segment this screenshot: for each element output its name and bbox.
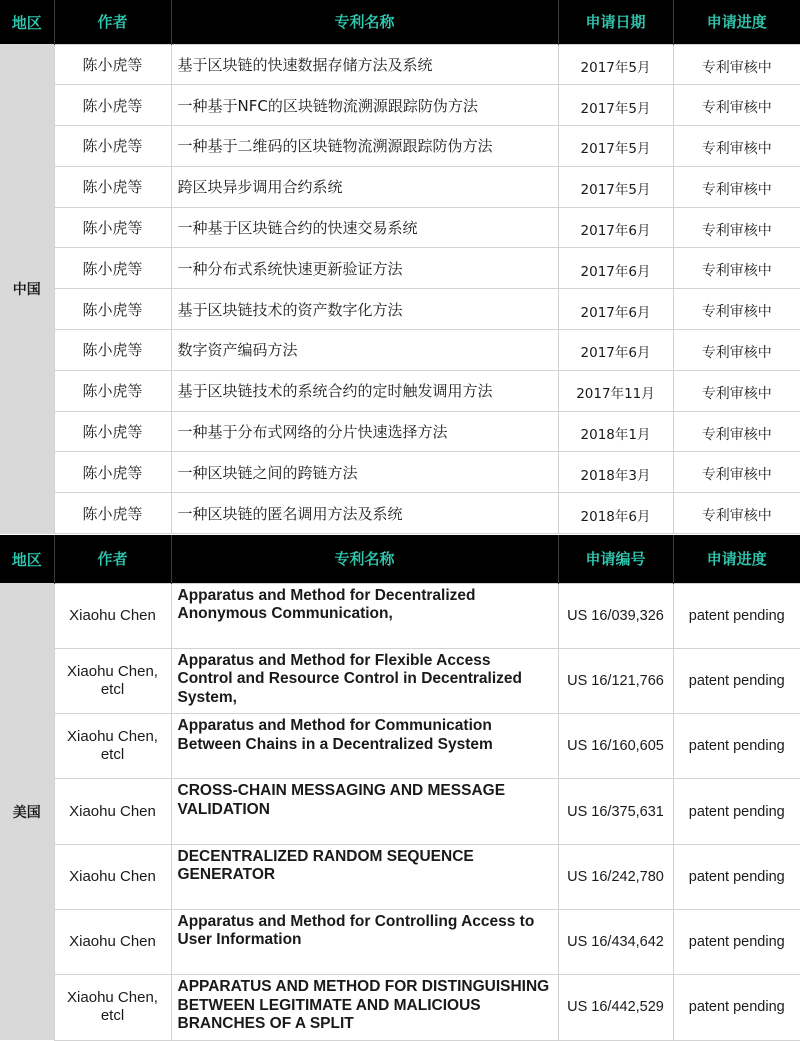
table-row	[0, 166, 800, 207]
status-cell: patent pending	[673, 779, 800, 844]
application-number-cell: US 16/121,766	[558, 648, 673, 713]
status-cell: 专利审核中	[673, 330, 800, 371]
patent-title-cell: Apparatus and Method for Communication Between Chains in a Decentralized System	[171, 714, 558, 779]
author-cell: 陈小虎等	[54, 85, 171, 126]
filing-date-cell: 2018年1月	[558, 411, 673, 452]
table-row	[0, 248, 800, 289]
filing-date-cell: 2017年5月	[558, 126, 673, 167]
patent-title-cell: 基于区块链技术的资产数字化方法	[171, 289, 558, 330]
table-row	[0, 909, 800, 974]
patent-title-cell: 数字资产编码方法	[171, 330, 558, 371]
author-cell: 陈小虎等	[54, 370, 171, 411]
patent-title-cell: CROSS-CHAIN MESSAGING AND MESSAGE VALIDATION	[171, 779, 558, 844]
patent-title-cell: Apparatus and Method for Flexible Access Control and Resource Control in Decentralized System,	[171, 648, 558, 713]
author-cell: 陈小虎等	[54, 330, 171, 371]
status-cell: 专利审核中	[673, 411, 800, 452]
patent-title-cell: 一种基于区块链合约的快速交易系统	[171, 207, 558, 248]
author-cell: 陈小虎等	[54, 207, 171, 248]
header-patent-name: 专利名称	[171, 0, 558, 44]
header-patent-name: 专利名称	[171, 535, 558, 583]
author-cell: 陈小虎等	[54, 452, 171, 493]
patent-title-cell: 基于区块链的快速数据存储方法及系统	[171, 44, 558, 85]
application-number-cell: US 16/434,642	[558, 909, 673, 974]
author-cell: 陈小虎等	[54, 44, 171, 85]
table-row	[0, 493, 800, 534]
author-cell: 陈小虎等	[54, 493, 171, 534]
application-number-cell: US 16/039,326	[558, 583, 673, 648]
header-application-number: 申请编号	[558, 535, 673, 583]
application-number-cell: US 16/442,529	[558, 975, 673, 1040]
status-cell: 专利审核中	[673, 452, 800, 493]
patent-title-cell: 一种分布式系统快速更新验证方法	[171, 248, 558, 289]
table-row	[0, 714, 800, 779]
table-row	[0, 452, 800, 493]
patent-title-cell: 一种基于NFC的区块链物流溯源跟踪防伪方法	[171, 85, 558, 126]
author-cell: Xiaohu Chen	[54, 583, 171, 648]
author-cell: Xiaohu Chen, etcl	[54, 648, 171, 713]
patent-title-cell: 一种基于二维码的区块链物流溯源跟踪防伪方法	[171, 126, 558, 167]
author-cell: 陈小虎等	[54, 126, 171, 167]
author-cell: 陈小虎等	[54, 166, 171, 207]
table-row	[0, 370, 800, 411]
table-row	[0, 583, 800, 648]
author-cell: 陈小虎等	[54, 248, 171, 289]
author-cell: 陈小虎等	[54, 289, 171, 330]
table-row	[0, 330, 800, 371]
header-progress: 申请进度	[673, 535, 800, 583]
filing-date-cell: 2017年11月	[558, 370, 673, 411]
status-cell: 专利审核中	[673, 126, 800, 167]
patent-title-cell: 一种区块链的匿名调用方法及系统	[171, 493, 558, 534]
table-row	[0, 844, 800, 909]
status-cell: patent pending	[673, 844, 800, 909]
status-cell: patent pending	[673, 583, 800, 648]
table-row	[0, 207, 800, 248]
patent-title-cell: DECENTRALIZED RANDOM SEQUENCE GENERATOR	[171, 844, 558, 909]
status-cell: 专利审核中	[673, 85, 800, 126]
filing-date-cell: 2017年5月	[558, 166, 673, 207]
filing-date-cell: 2018年6月	[558, 493, 673, 534]
table-row	[0, 126, 800, 167]
author-cell: Xiaohu Chen, etcl	[54, 975, 171, 1040]
filing-date-cell: 2017年6月	[558, 207, 673, 248]
header-author: 作者	[54, 0, 171, 44]
header-author: 作者	[54, 535, 171, 583]
patent-title-cell: Apparatus and Method for Decentralized Anonymous Communication,	[171, 583, 558, 648]
filing-date-cell: 2017年5月	[558, 85, 673, 126]
status-cell: patent pending	[673, 909, 800, 974]
status-cell: 专利审核中	[673, 248, 800, 289]
application-number-cell: US 16/242,780	[558, 844, 673, 909]
status-cell: 专利审核中	[673, 44, 800, 85]
filing-date-cell: 2017年5月	[558, 44, 673, 85]
status-cell: 专利审核中	[673, 207, 800, 248]
table-row	[0, 289, 800, 330]
table-header-row	[0, 0, 800, 44]
author-cell: Xiaohu Chen	[54, 844, 171, 909]
region-cell-usa: 美国	[0, 583, 54, 1040]
status-cell: 专利审核中	[673, 166, 800, 207]
filing-date-cell: 2017年6月	[558, 289, 673, 330]
status-cell: patent pending	[673, 714, 800, 779]
filing-date-cell: 2017年6月	[558, 330, 673, 371]
status-cell: patent pending	[673, 648, 800, 713]
header-filing-date: 申请日期	[558, 0, 673, 44]
application-number-cell: US 16/160,605	[558, 714, 673, 779]
table-row	[0, 44, 800, 85]
table-row	[0, 411, 800, 452]
patent-title-cell: Apparatus and Method for Controlling Access to User Information	[171, 909, 558, 974]
application-number-cell: US 16/375,631	[558, 779, 673, 844]
filing-date-cell: 2018年3月	[558, 452, 673, 493]
table-row	[0, 975, 800, 1040]
header-region: 地区	[0, 0, 54, 44]
author-cell: 陈小虎等	[54, 411, 171, 452]
table-row	[0, 648, 800, 713]
status-cell: 专利审核中	[673, 370, 800, 411]
author-cell: Xiaohu Chen	[54, 909, 171, 974]
patent-title-cell: 跨区块异步调用合约系统	[171, 166, 558, 207]
author-cell: Xiaohu Chen	[54, 779, 171, 844]
table-header-row	[0, 535, 800, 583]
filing-date-cell: 2017年6月	[558, 248, 673, 289]
patent-title-cell: 一种区块链之间的跨链方法	[171, 452, 558, 493]
region-cell-china: 中国	[0, 44, 54, 534]
table-row	[0, 85, 800, 126]
header-progress: 申请进度	[673, 0, 800, 44]
us-patents-table	[0, 535, 800, 1041]
patent-title-cell: 一种基于分布式网络的分片快速选择方法	[171, 411, 558, 452]
status-cell: 专利审核中	[673, 289, 800, 330]
author-cell: Xiaohu Chen, etcl	[54, 714, 171, 779]
header-region: 地区	[0, 535, 54, 583]
patent-title-cell: 基于区块链技术的系统合约的定时触发调用方法	[171, 370, 558, 411]
patent-title-cell: APPARATUS AND METHOD FOR DISTINGUISHING BETWEEN LEGITIMATE AND MALICIOUS BRANCHES OF A SPLIT	[171, 975, 558, 1040]
table-row	[0, 779, 800, 844]
status-cell: patent pending	[673, 975, 800, 1040]
status-cell: 专利审核中	[673, 493, 800, 534]
